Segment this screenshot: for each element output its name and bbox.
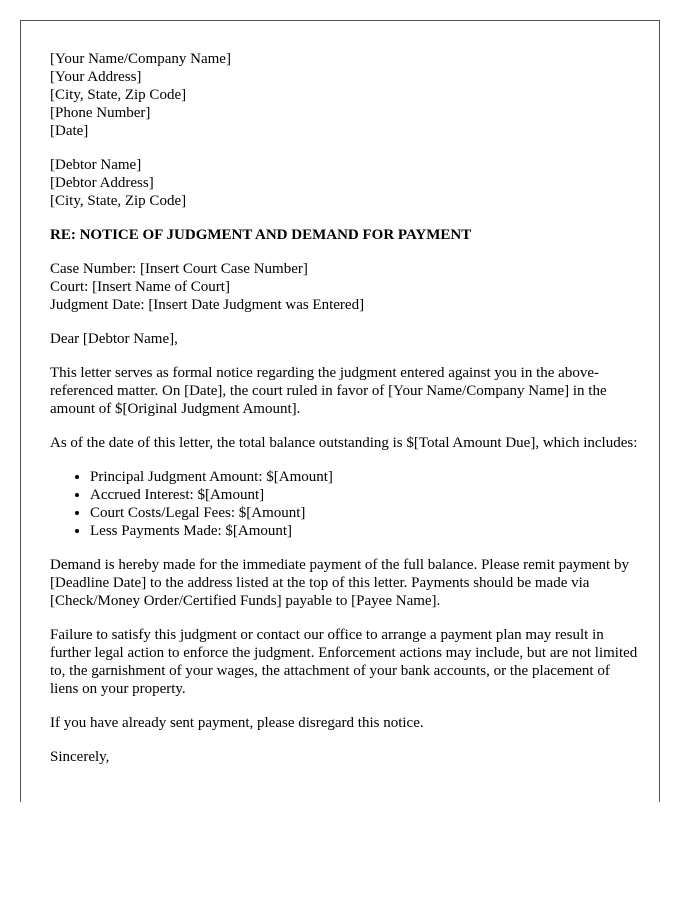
recipient-name: [Debtor Name] — [50, 157, 142, 173]
intro-paragraph: This letter serves as formal notice regarding the judgment entered against you in the above-referenced matter. On [Date], the court ruled in favor of [Your Name/Company Name] in the amount of $[Original Judgment Amount]. — [50, 365, 607, 417]
recipient-city-state-zip: [City, State, Zip Code] — [50, 193, 187, 209]
list-item: • Principal Judgment Amount: $[Amount] — [90, 468, 640, 486]
case-number: Case Number: [Insert Court Case Number] — [50, 261, 308, 277]
court-name: Court: [Insert Name of Court] — [50, 279, 230, 295]
demand-paragraph: Demand is hereby made for the immediate payment of the full balance. Please remit payment by [Deadline Date] to the address listed at the top of this letter. Payments should be made via [Check/Money Order/Certified Funds] payable to [Payee Name]. — [50, 557, 629, 609]
sender-address: [Your Address] — [50, 69, 142, 85]
warning-paragraph: Failure to satisfy this judgment or contact our office to arrange a payment plan may result in further legal action to enforce the judgment. Enforcement actions may include, but are not limited to, the garnishment of your wages, the attachment of your bank accounts, or the placement of liens on your property. — [50, 627, 638, 697]
letter-body — [50, 50, 640, 782]
recipient-block — [50, 156, 640, 210]
salutation: Dear [Debtor Name], — [50, 331, 178, 347]
balance-paragraph: As of the date of this letter, the total balance outstanding is $[Total Amount Due], which includes: — [50, 435, 638, 451]
list-item: • Accrued Interest: $[Amount] — [90, 486, 640, 504]
sender-city-state-zip: [City, State, Zip Code] — [50, 87, 187, 103]
list-item: • Court Costs/Legal Fees: $[Amount] — [90, 504, 640, 522]
case-info-block — [50, 260, 640, 314]
closing: Sincerely, — [50, 749, 110, 765]
sender-phone: [Phone Number] — [50, 105, 151, 121]
letter-page — [20, 20, 660, 802]
list-item: • Less Payments Made: $[Amount] — [90, 522, 640, 540]
letter-date: [Date] — [50, 123, 89, 139]
disregard-paragraph: If you have already sent payment, please disregard this notice. — [50, 715, 424, 731]
sender-block — [50, 50, 640, 140]
balance-items-list — [50, 468, 640, 540]
recipient-address: [Debtor Address] — [50, 175, 154, 191]
sender-name: [Your Name/Company Name] — [50, 51, 231, 67]
judgment-date: Judgment Date: [Insert Date Judgment was Entered] — [50, 297, 365, 313]
subject-line: RE: NOTICE OF JUDGMENT AND DEMAND FOR PAYMENT — [50, 227, 472, 243]
